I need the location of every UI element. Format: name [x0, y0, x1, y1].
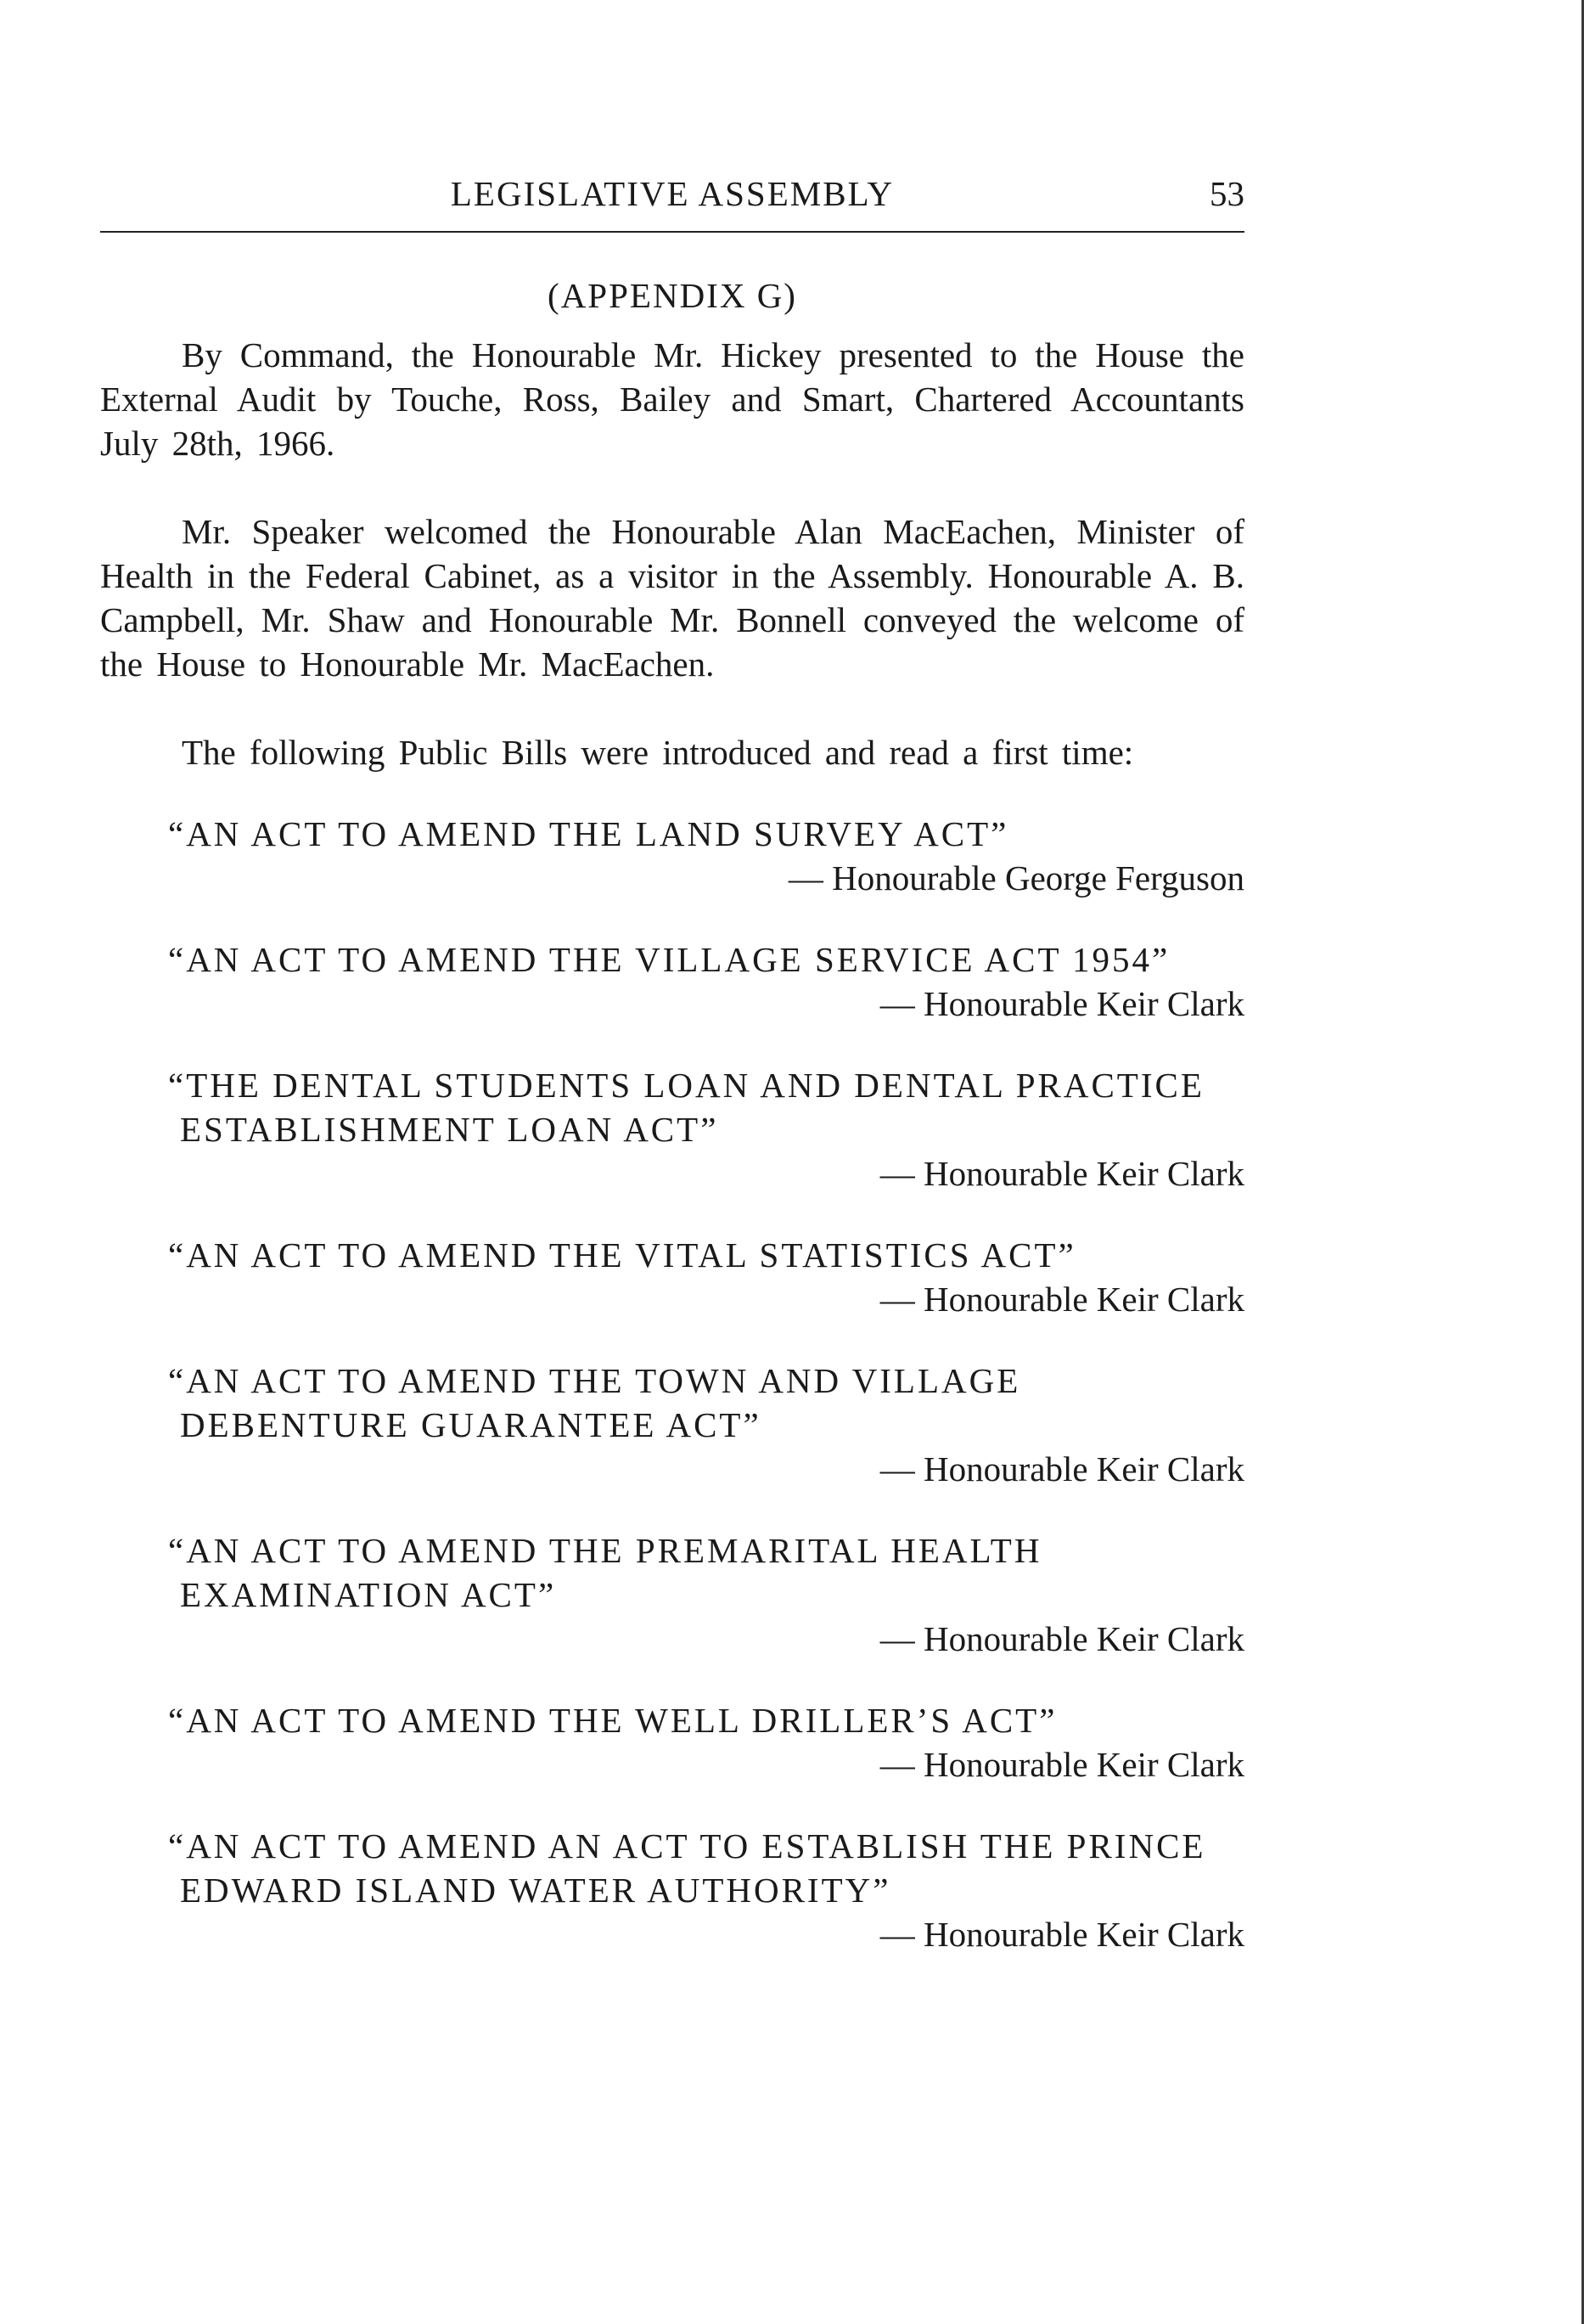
bill-item	[100, 1359, 1244, 1491]
bill-item	[100, 1528, 1244, 1661]
bill-title: “AN ACT TO AMEND THE VILLAGE SERVICE ACT 1954”	[168, 940, 1171, 979]
bill-sponsor: — Honourable Keir Clark	[879, 1154, 1244, 1193]
bill-list	[100, 812, 1244, 1956]
bill-sponsor: — Honourable Keir Clark	[879, 1280, 1244, 1319]
paragraph-bills-intro: The following Public Bills were introduced and read a first time:	[182, 733, 1134, 772]
bill-sponsor: — Honourable Keir Clark	[879, 1449, 1244, 1488]
header-rule	[100, 231, 1244, 233]
paragraph-speaker-welcome: Mr. Speaker welcomed the Honourable Alan MacEachen, Minister of Health in the Federal Cabinet, as a visitor in the Assembly. Honourable A. B. Campbell, Mr. Shaw and Honourable Mr. Bonnell conveyed the welcome of the House to Honourable Mr. MacEachen.	[100, 512, 1244, 684]
bill-title: “AN ACT TO AMEND THE PREMARITAL HEALTH EXAMINATION ACT”	[168, 1531, 1042, 1614]
paragraph-external-audit: By Command, the Honourable Mr. Hickey presented to the House the External Audit by Touche, Ross, Bailey and Smart, Chartered Accountants July 28th, 1966.	[100, 335, 1244, 463]
bill-title: “AN ACT TO AMEND THE TOWN AND VILLAGE DEBENTURE GUARANTEE ACT”	[168, 1361, 1021, 1444]
bill-title: “AN ACT TO AMEND THE VITAL STATISTICS ACT”	[168, 1235, 1076, 1275]
bill-item	[100, 937, 1244, 1026]
bill-item	[100, 1233, 1244, 1321]
bill-title: “AN ACT TO AMEND THE WELL DRILLER’S ACT”	[168, 1701, 1058, 1740]
bill-sponsor: — Honourable Keir Clark	[879, 1619, 1244, 1658]
bill-item	[100, 812, 1244, 900]
bill-title: “AN ACT TO AMEND AN ACT TO ESTABLISH THE PRINCE EDWARD ISLAND WATER AUTHORITY”	[168, 1826, 1206, 1910]
bill-title: “THE DENTAL STUDENTS LOAN AND DENTAL PRACTICE ESTABLISHMENT LOAN ACT”	[168, 1066, 1205, 1149]
page-body	[100, 273, 1244, 1994]
bill-sponsor: — Honourable George Ferguson	[788, 858, 1244, 898]
page-number: 53	[1210, 174, 1244, 213]
bill-sponsor: — Honourable Keir Clark	[879, 984, 1244, 1023]
bill-sponsor: — Honourable Keir Clark	[879, 1745, 1244, 1784]
bill-item	[100, 1063, 1244, 1196]
bill-item	[100, 1824, 1244, 1956]
bill-item	[100, 1698, 1244, 1787]
bill-sponsor: — Honourable Keir Clark	[879, 1915, 1244, 1954]
running-head: LEGISLATIVE ASSEMBLY	[450, 174, 895, 213]
bill-title: “AN ACT TO AMEND THE LAND SURVEY ACT”	[168, 814, 1009, 853]
appendix-heading: (APPENDIX G)	[548, 276, 797, 315]
page-header	[100, 166, 1244, 234]
